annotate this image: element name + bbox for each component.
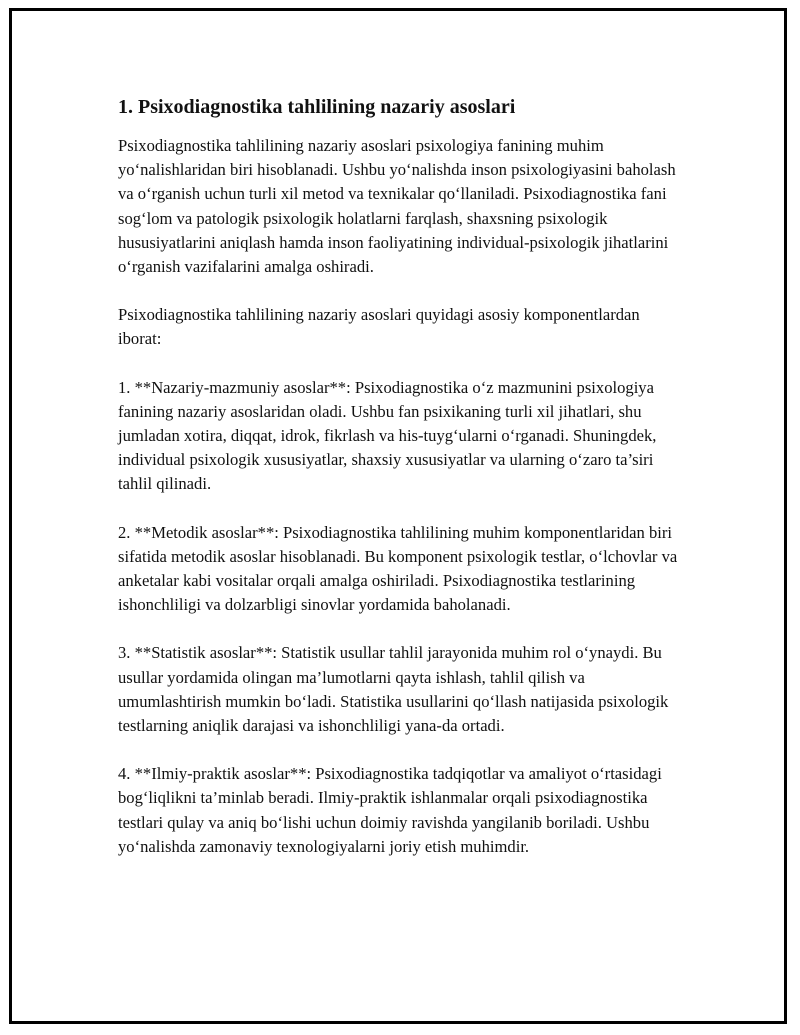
- list-item-theoretical: 1. **Nazariy-mazmuniy asoslar**: Psixodiagnostika o‘z mazmunini psixologiya fanining nazariy asoslaridan oladi. Ushbu fan psixikaning turli xil jihatlari, shu jumladan xotira, diqqat, idrok, fikrlash va his-tuyg‘ularni o‘rganadi. Shuningdek, individual psixologik xususiyatlar, shaxsiy xususiyatlar va ularning o‘zaro ta’siri tahlil qilinadi.: [118, 377, 657, 494]
- section-heading: 1. Psixodiagnostika tahlilining nazariy asoslari: [118, 96, 516, 118]
- list-item-scientific-practical: 4. **Ilmiy-praktik asoslar**: Psixodiagnostika tadqiqotlar va amaliyot o‘rtasidagi bog‘liqlikni ta’minlab beradi. Ilmiy-praktik ishlanmalar orqali psixodiagnostika testlari qulay va aniq bo‘lishi uchun doimiy ravishda yangilanib boriladi. Ushbu yo‘nalishda zamonaviy texnologiyalarni joriy etish muhimdir.: [118, 764, 662, 856]
- document-body: [118, 94, 678, 883]
- list-item-methodical: 2. **Metodik asoslar**: Psixodiagnostika tahlilining muhim komponentlaridan biri sifatida metodik asoslar hisoblanadi. Bu komponent psixologik testlar, o‘lchovlar va anketalar kabi vositalar orqali amalga oshiriladi. Psixodiagnostika testlarining ishonchliligi va dolzarbligi sinovlar yordamida baholanadi.: [118, 522, 678, 615]
- list-item-statistical: 3. **Statistik asoslar**: Statistik usullar tahlil jarayonida muhim rol o‘ynaydi. Bu usullar yordamida olingan ma’lumotlarni qayta ishlash, tahlil qilish va umumlashtirish mumkin bo‘ladi. Statistika usullarini qo‘llash natijasida psixologik testlarning aniqlik darajasi va ishonchliligi yana-da ortadi.: [118, 643, 669, 736]
- components-intro-paragraph: Psixodiagnostika tahlilining nazariy asoslari quyidagi asosiy komponentlardan iborat:: [118, 305, 640, 349]
- intro-paragraph: Psixodiagnostika tahlilining nazariy asoslari psixologiya fanining muhim yo‘nalishlaridan biri hisoblanadi. Ushbu yo‘nalishda inson psixologiyasini baholash va o‘rganish uchun turli xil metod va texnikalar qo‘llaniladi. Psixodiagnostika fani sog‘lom va patologik psixologik holatlarni farqlash, shaxsning psixologik hususiyatlarini aniqlash hamda inson faoliyatining individual-psixologik jihatlarini o‘rganish vazifalarini amalga oshiradi.: [118, 136, 676, 277]
